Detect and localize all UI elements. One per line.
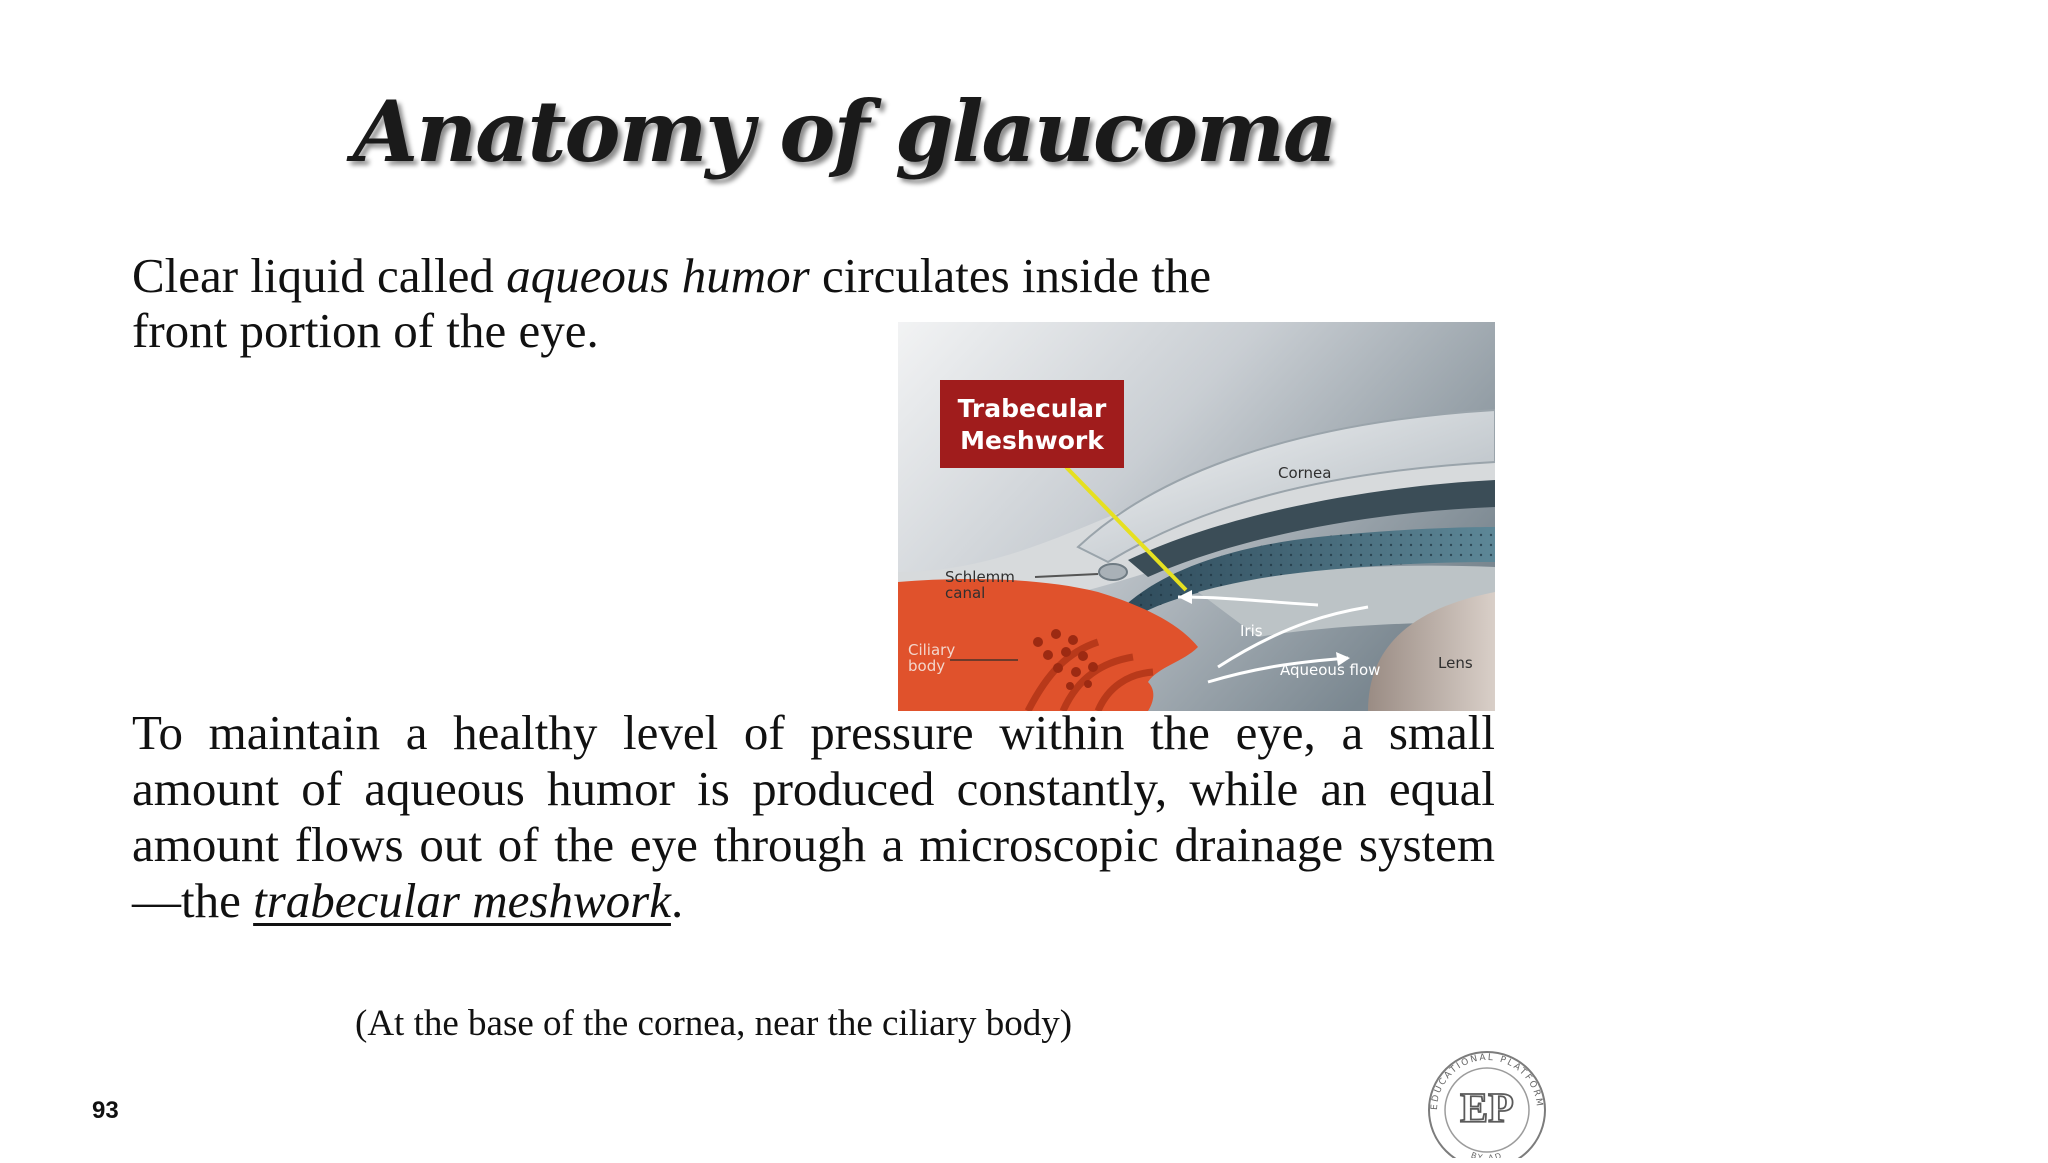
logo-monogram: EP xyxy=(1460,1086,1514,1132)
drainage-text-end: . xyxy=(670,873,684,928)
intro-text-end: circulates inside the front portion of the eye. xyxy=(132,248,1212,358)
iris-label: Iris xyxy=(1240,622,1263,640)
drainage-paragraph xyxy=(132,705,1495,929)
cornea-label: Cornea xyxy=(1278,464,1332,482)
ep-logo xyxy=(1420,1048,1554,1158)
schlemm-canal-shape xyxy=(1099,564,1127,580)
callout-line-1: Trabecular xyxy=(957,394,1107,423)
location-note: (At the base of the cornea, near the ciliary body) xyxy=(355,1003,1073,1044)
callout-line-2: Meshwork xyxy=(960,426,1104,455)
slide-number: 93 xyxy=(92,1097,119,1124)
slide-title: Anatomy of glaucoma xyxy=(353,82,1336,181)
schlemm-label-line-1: Schlemm xyxy=(945,568,1015,586)
drainage-text-start: To maintain a healthy level of pressure within the eye, a small amount of aqueous humor is produced constantly, while an equal amount flows out of the eye through a microscopic drainage system—the xyxy=(132,705,1495,928)
aqueous-flow-label: Aqueous flow xyxy=(1280,661,1381,679)
trabecular-meshwork-term: trabecular meshwork xyxy=(253,873,671,928)
eye-anatomy-diagram xyxy=(898,322,1495,711)
lens-label: Lens xyxy=(1438,654,1473,672)
logo-bottom-text-path: BY AD xyxy=(1469,1150,1505,1158)
aqueous-humor-term: aqueous humor xyxy=(506,248,810,303)
intro-text-start: Clear liquid called xyxy=(132,248,507,303)
schlemm-label-line-2: canal xyxy=(945,584,986,602)
ciliary-label-line-2: body xyxy=(908,657,946,675)
ciliary-label-line-1: Ciliary xyxy=(908,641,956,659)
logo-ring-text-path: EDUCATIONAL PLATFORM xyxy=(1429,1052,1545,1111)
